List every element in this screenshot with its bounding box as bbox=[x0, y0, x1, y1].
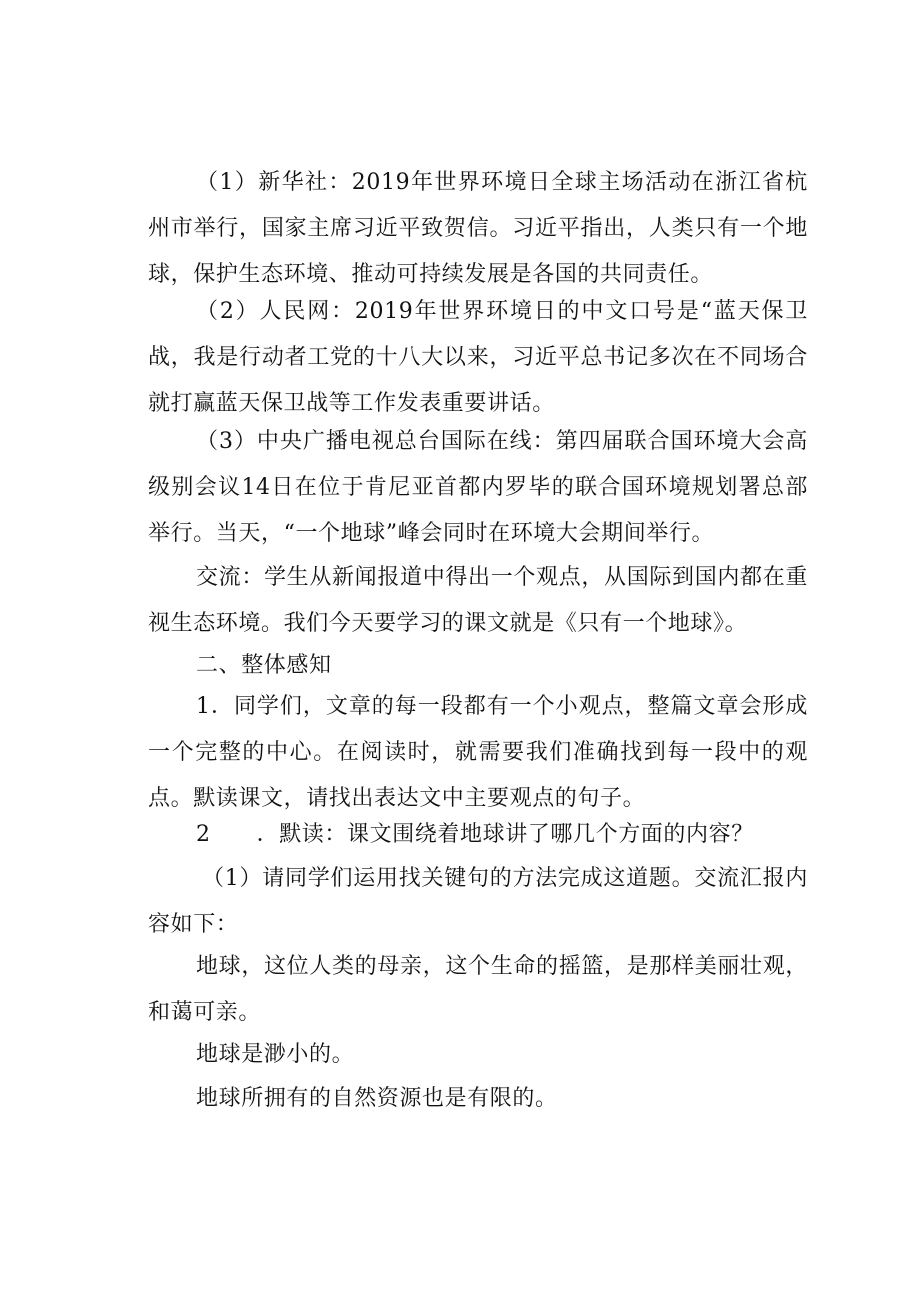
paragraph-item-1: 1．同学们，文章的每一段都有一个小观点，整篇文章会形成一个完整的中心。在阅读时，就需要我们准确找到每一段中的观点。默读课文，请找出表达文中主要观点的句子。 bbox=[148, 694, 808, 811]
paragraph-news-xinhua: （1）新华社：2019年世界环境日全球主场活动在浙江省杭州市举行，国家主席习近平致贺信。习近平指出，人类只有一个地球，保护生态环境、推动可持续发展是各国的共同责任。 bbox=[148, 170, 808, 287]
quote-mother: 地球，这位人类的母亲，这个生命的摇篮，是那样美丽壮观，和蔼可亲。 bbox=[148, 954, 808, 1025]
paragraph-news-cctv: （3）中央广播电视总台国际在线：第四届联合国环境大会高级别会议14日在位于肯尼亚首都内罗毕的联合国环境规划署总部举行。当天，“一个地球”峰会同时在环境大会期间举行。 bbox=[148, 429, 808, 546]
section-heading-overall: 二、整体感知 bbox=[196, 653, 332, 678]
paragraph-item-2 bbox=[148, 812, 808, 858]
item-2-text: ．默读：课文围绕着地球讲了哪几个方面的内容？ bbox=[256, 822, 754, 847]
item-2-number: 2 bbox=[196, 822, 211, 847]
paragraph-sub-1: （1）请同学们运用找关键句的方法完成这道题。交流汇报内容如下： bbox=[148, 866, 808, 937]
quote-small: 地球是渺小的。 bbox=[196, 1042, 355, 1067]
paragraph-news-people: （2）人民网：2019年世界环境日的中文口号是“蓝天保卫战，我是行动者工党的十八大以来，习近平总书记多次在不同场合就打赢蓝天保卫战等工作发表重要讲话。 bbox=[148, 299, 808, 416]
paragraph-exchange: 交流：学生从新闻报道中得出一个观点，从国际到国内都在重视生态环境。我们今天要学习的课文就是《只有一个地球》。 bbox=[148, 565, 808, 636]
quote-resources: 地球所拥有的自然资源也是有限的。 bbox=[196, 1086, 558, 1111]
